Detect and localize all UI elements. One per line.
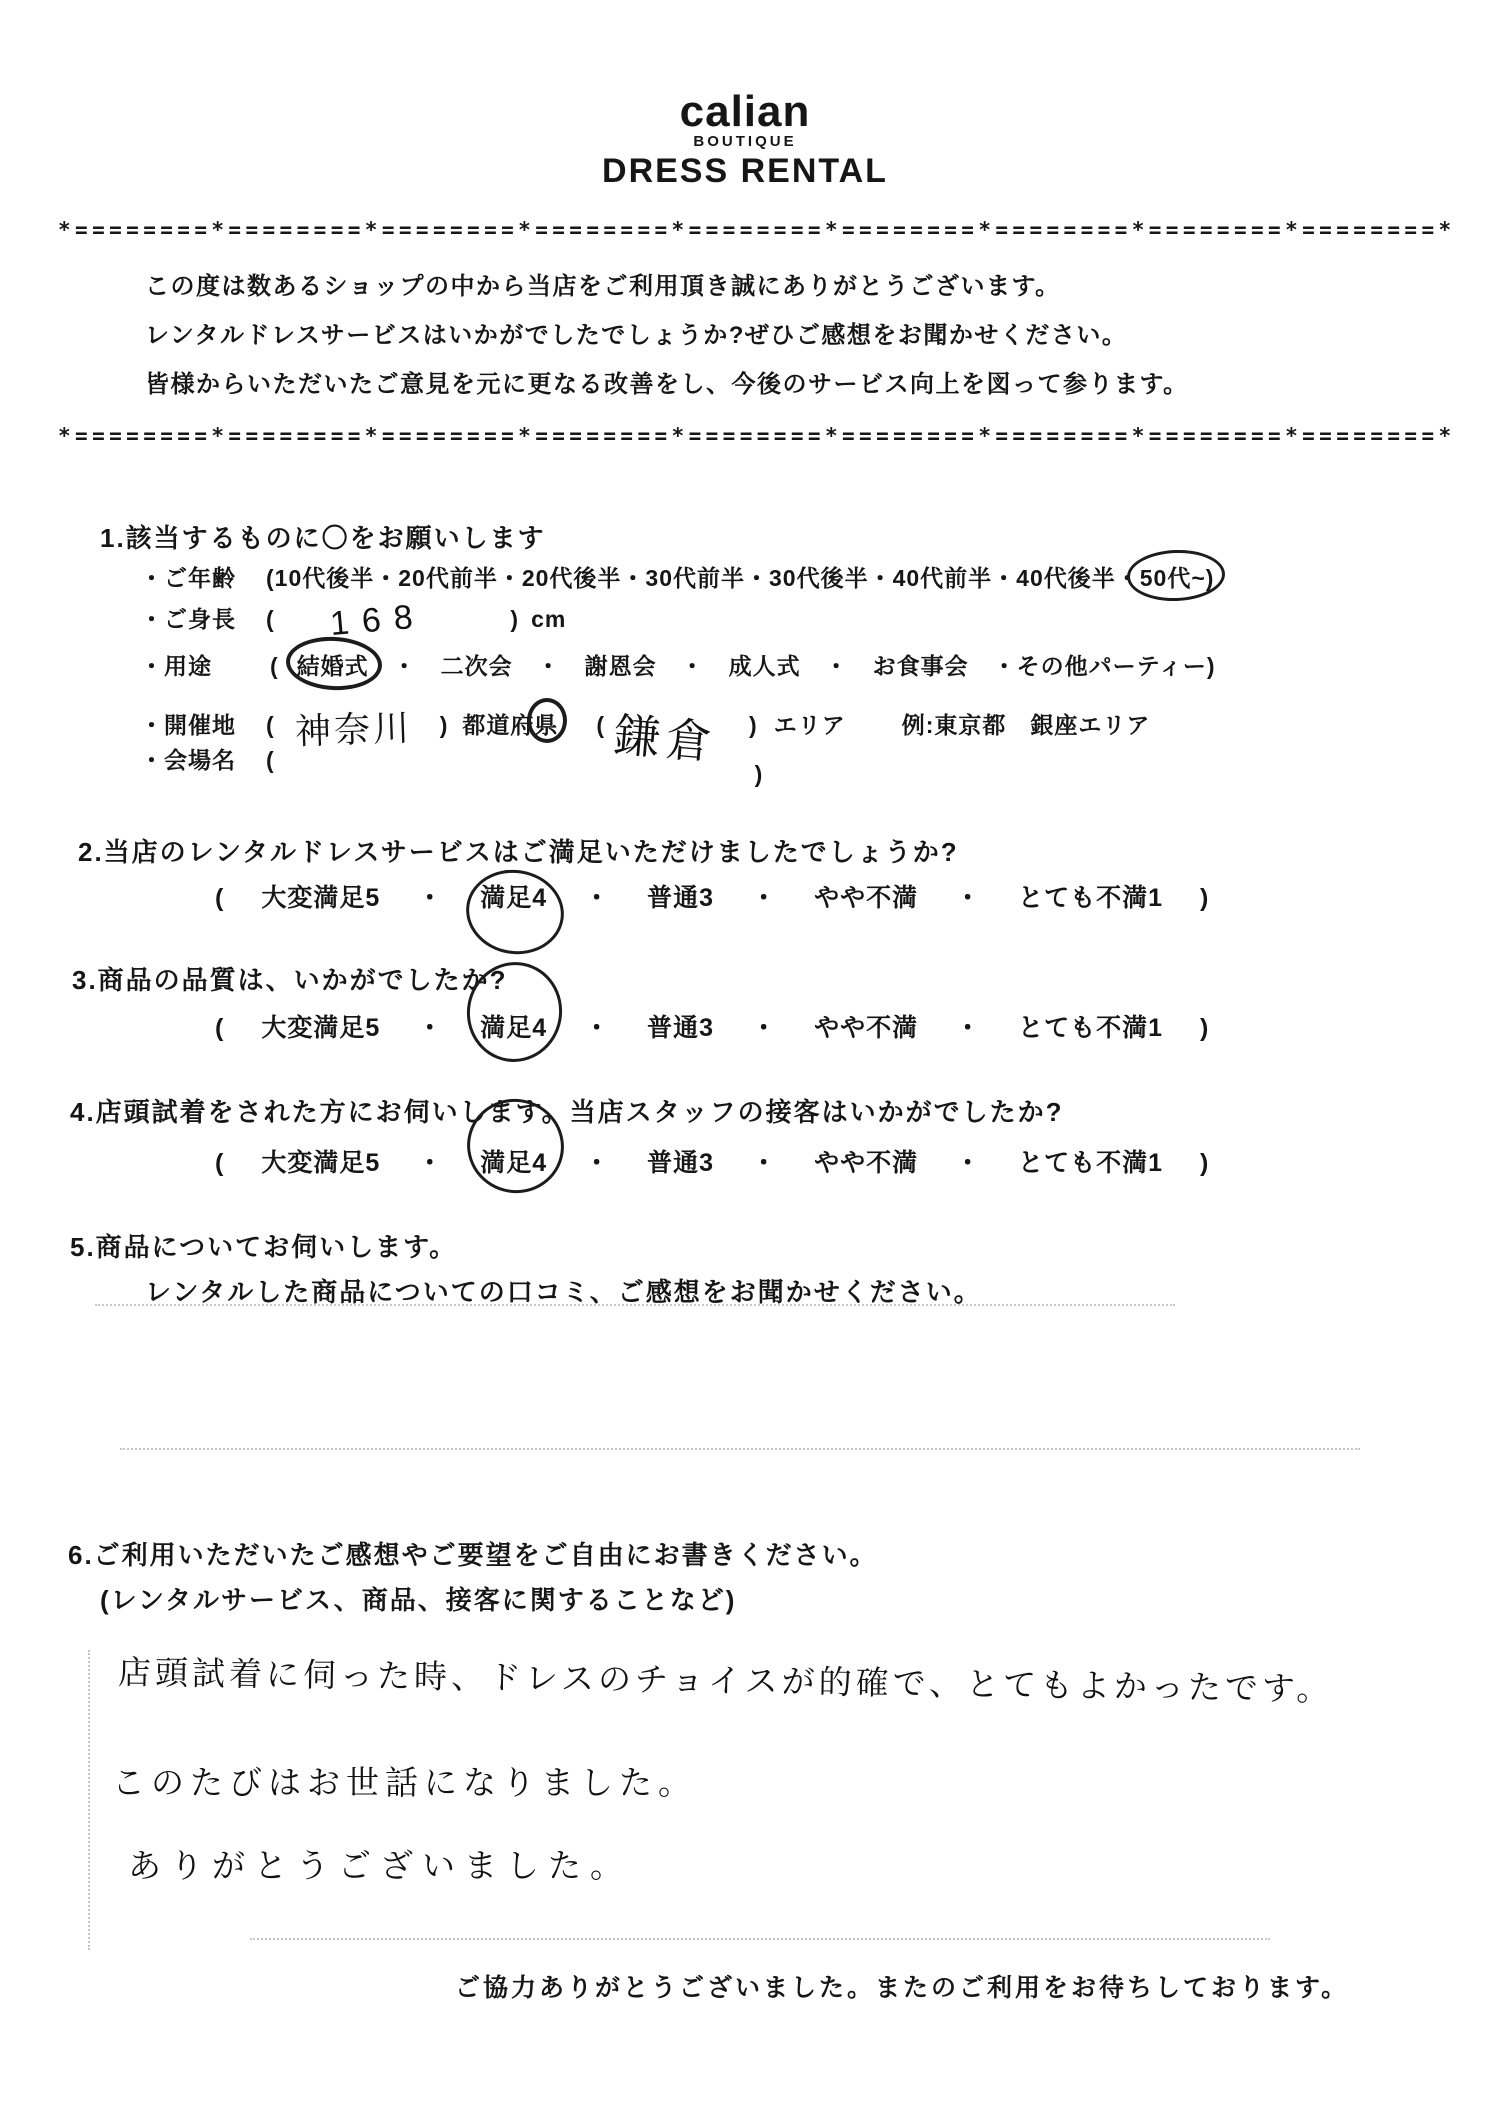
age-options: 10代後半・20代前半・20代後半・30代前半・30代後半・40代前半・40代後半・	[274, 565, 1140, 591]
dot-separator: ・	[751, 1149, 778, 1177]
paren: (	[215, 1014, 225, 1042]
dot-separator: ・	[955, 884, 982, 912]
paren: )	[754, 761, 764, 787]
age-label: ・ご年齢	[140, 565, 236, 591]
paren: (	[266, 712, 275, 739]
paren: (	[596, 712, 606, 739]
paren: (	[215, 884, 225, 912]
dot-separator: ・	[584, 1149, 611, 1177]
dot-separator: ・	[955, 1149, 982, 1177]
usage-selected-circled: 結婚式	[297, 648, 369, 681]
form-header	[0, 87, 1490, 191]
dot-separator: ・	[417, 1014, 444, 1042]
q1-heading: 1.該当するものに〇をお願いします	[100, 523, 546, 553]
usage-label: ・用途	[140, 653, 212, 679]
paren: (	[266, 606, 275, 632]
q1-hall-row	[140, 742, 764, 787]
usage-options: ・ 二次会 ・ 謝恩会 ・ 成人式 ・ お食事会 ・その他パーティー	[368, 653, 1207, 679]
paren: (	[215, 1149, 225, 1177]
scan-artifact-line	[88, 1650, 90, 1950]
q6-subheading: (レンタルサービス、商品、接客に関することなど)	[100, 1585, 737, 1615]
area-suffix: エリア	[773, 712, 846, 739]
rating-option: 普通3	[647, 1149, 715, 1177]
q3-heading: 3.商品の品質は、いかがでしたか?	[72, 965, 508, 995]
q1-age-row	[140, 560, 1214, 593]
rating-option: やや不満	[814, 1014, 919, 1042]
q2-options-row	[215, 878, 1209, 914]
paren: )	[1206, 653, 1216, 679]
handwritten-comment-line-1: 店頭試着に伺った時、ドレスのチョイスが的確で、とてもよかったです。	[117, 1653, 1334, 1708]
prefecture-suffix: 都道府	[462, 712, 535, 739]
q1-height-row	[140, 597, 567, 644]
height-label: ・ご身長	[140, 606, 236, 632]
intro-line-2: レンタルドレスサービスはいかがでしたでしょうか?ぜひご感想をお聞かせください。	[145, 322, 1128, 349]
age-selected-circled: 50代~	[1140, 560, 1206, 593]
paren: )	[1200, 1014, 1210, 1042]
height-value-handwritten: 168	[328, 597, 427, 644]
paren: (	[266, 747, 275, 773]
dot-separator: ・	[417, 1149, 444, 1177]
hall-label: ・会場名	[140, 747, 236, 773]
page-title: DRESS RENTAL	[602, 151, 888, 190]
paren: )	[749, 712, 758, 739]
q4-heading: 4.店頭試着をされた方にお伺いします。当店スタッフの接客はいかがでしたか?	[70, 1097, 1064, 1127]
rating-option: 大変満足5	[261, 1149, 381, 1177]
paren: (	[266, 565, 275, 591]
venue-label: ・開催地	[140, 712, 236, 739]
separator-line-bottom: *========*========*========*========*========*========*========*========*========*	[58, 424, 1456, 448]
dot-separator: ・	[584, 884, 611, 912]
rating-option: とても不満1	[1018, 1014, 1164, 1042]
dot-separator: ・	[751, 884, 778, 912]
q4-options-row	[215, 1143, 1209, 1179]
venue-example: 例:東京都 銀座エリア	[901, 712, 1151, 739]
dot-separator: ・	[955, 1014, 982, 1042]
q5-subheading: レンタルした商品についての口コミ、ご感想をお聞かせください。	[145, 1277, 982, 1307]
handwritten-comment-line-2: このたびはお世話になりました。	[112, 1764, 697, 1801]
area-value-handwritten: 鎌倉	[611, 708, 721, 770]
q2-heading: 2.当店のレンタルドレスサービスはご満足いただけましたでしょうか?	[78, 837, 959, 867]
separator-line-top: *========*========*========*========*========*========*========*========*========*	[58, 218, 1456, 242]
height-unit: cm	[531, 606, 567, 632]
prefecture-value-handwritten: 神奈川	[294, 706, 413, 752]
rating-option: 大変満足5	[261, 884, 381, 912]
q5-answer-area	[90, 1300, 1280, 1460]
paren: )	[1205, 565, 1215, 591]
q5-heading: 5.商品についてお伺いします。	[70, 1232, 458, 1262]
intro-line-1: この度は数あるショップの中から当店をご利用頂き誠にありがとうございます。	[145, 273, 1061, 300]
rating-option: 普通3	[647, 1014, 715, 1042]
intro-line-3: 皆様からいただいたご意見を元に更なる改善をし、今後のサービス向上を図って参ります。	[145, 371, 1189, 398]
q6-heading: 6.ご利用いただいたご感想やご要望をご自由にお書きください。	[68, 1540, 878, 1570]
dot-separator: ・	[584, 1014, 611, 1042]
q3-selected-circled: 満足4	[480, 1008, 547, 1044]
rating-option: 大変満足5	[261, 1014, 381, 1042]
q3-options-row	[215, 1008, 1209, 1044]
q1-usage-row	[140, 648, 1216, 681]
rating-option: 普通3	[647, 884, 715, 912]
q4-selected-circled: 満足4	[480, 1143, 547, 1179]
rating-option: とても不満1	[1018, 1149, 1164, 1177]
scan-artifact-line	[250, 1938, 1270, 1940]
footer-note: ご協力ありがとうございました。またのご利用をお待ちしております。	[455, 1974, 1350, 2002]
q2-selected-circled: 満足4	[480, 878, 547, 914]
paren: )	[510, 606, 520, 632]
handwritten-comment-line-3: ありがとうございました。	[128, 1847, 632, 1884]
dot-separator: ・	[751, 1014, 778, 1042]
prefecture-ken-circled: 県	[534, 707, 558, 740]
paren: )	[1200, 884, 1210, 912]
brand-logo: calian	[679, 87, 811, 136]
intro-paragraph	[145, 262, 1189, 409]
brand-sub-label: BOUTIQUE	[693, 133, 797, 150]
rating-option: やや不満	[814, 884, 919, 912]
rating-option: やや不満	[814, 1149, 919, 1177]
paren: (	[270, 653, 279, 679]
paren: )	[439, 712, 449, 739]
dot-separator: ・	[417, 884, 444, 912]
paren: )	[1200, 1149, 1210, 1177]
rating-option: とても不満1	[1018, 884, 1164, 912]
